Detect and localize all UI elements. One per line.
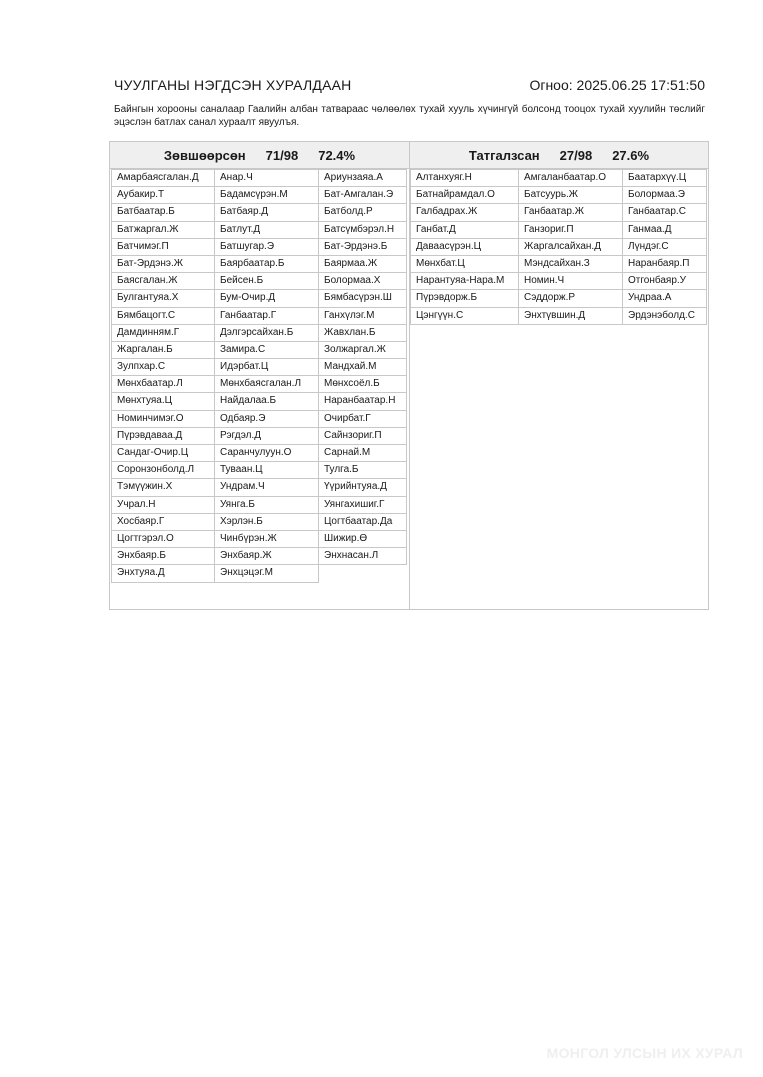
agree-member-cell: Амарбаясгалан.Д xyxy=(111,169,215,187)
agree-member-cell: Уянга.Б xyxy=(214,496,319,514)
agree-member-cell: Батбаатар.Б xyxy=(111,203,215,221)
agree-member-cell: Бат-Эрдэнэ.Ж xyxy=(111,255,215,273)
reject-count: 27/98 xyxy=(559,147,593,163)
agree-member-cell: Учрал.Н xyxy=(111,496,215,514)
agree-member-cell: Чинбүрэн.Ж xyxy=(214,530,319,548)
reject-member-cell: Эрдэнэболд.С xyxy=(622,307,707,325)
agree-member-cell: Саранчулуун.О xyxy=(214,444,319,462)
agree-member-cell: Болормаа.Х xyxy=(318,272,407,290)
agree-names-grid xyxy=(111,169,409,582)
reject-member-cell: Галбадрах.Ж xyxy=(410,203,519,221)
session-title: ЧУУЛГАНЫ НЭГДСЭН ХУРАЛДААН xyxy=(114,77,352,93)
agree-percent: 72.4% xyxy=(318,147,356,163)
agree-member-cell: Сарнай.М xyxy=(318,444,407,462)
agree-member-cell: Аубакир.Т xyxy=(111,186,215,204)
agree-member-cell: Ариунзаяа.А xyxy=(318,169,407,187)
reject-member-cell: Даваасүрэн.Ц xyxy=(410,238,519,256)
agree-member-cell: Бямбасүрэн.Ш xyxy=(318,289,407,307)
agree-member-cell: Одбаяр.Э xyxy=(214,410,319,428)
watermark-text: МОНГОЛ УЛСЫН ИХ ХУРАЛ xyxy=(546,1045,743,1061)
reject-label: Татгалзсан xyxy=(468,147,540,163)
reject-member-cell: Ганбаатар.С xyxy=(622,203,707,221)
agree-member-cell: Мөнхбаатар.Л xyxy=(111,375,215,393)
agree-member-cell: Ганхүлэг.М xyxy=(318,307,407,325)
reject-member-cell: Пүрэвдорж.Б xyxy=(410,289,519,307)
agree-member-cell: Пүрэвдаваа.Д xyxy=(111,427,215,445)
agree-member-cell: Анар.Ч xyxy=(214,169,319,187)
agree-member-cell: Зулпхар.С xyxy=(111,358,215,376)
agree-member-cell: Номинчимэг.О xyxy=(111,410,215,428)
agree-header xyxy=(110,142,409,169)
agree-member-cell: Очирбат.Г xyxy=(318,410,407,428)
agree-member-cell: Цогтбаатар.Да xyxy=(318,513,407,531)
agree-panel xyxy=(109,141,410,610)
agree-count: 71/98 xyxy=(265,147,299,163)
reject-member-cell: Лүндэг.С xyxy=(622,238,707,256)
reject-panel xyxy=(409,141,709,610)
agree-member-cell: Золжаргал.Ж xyxy=(318,341,407,359)
reject-member-cell: Жаргалсайхан.Д xyxy=(518,238,623,256)
reject-member-cell: Нарантуяа-Нара.М xyxy=(410,272,519,290)
agree-member-cell: Жавхлан.Б xyxy=(318,324,407,342)
reject-percent: 27.6% xyxy=(612,147,650,163)
reject-header xyxy=(410,142,708,169)
agree-member-cell: Энхнасан.Л xyxy=(318,547,407,565)
agree-member-cell: Бат-Амгалан.Э xyxy=(318,186,407,204)
agree-member-cell: Батлут.Д xyxy=(214,221,319,239)
agree-member-cell: Батчимэг.П xyxy=(111,238,215,256)
agree-member-cell: Бейсен.Б xyxy=(214,272,319,290)
agree-member-cell: Мөнхсоёл.Б xyxy=(318,375,407,393)
agree-member-cell: Соронзонболд.Л xyxy=(111,461,215,479)
agree-member-cell: Идэрбат.Ц xyxy=(214,358,319,376)
reject-member-cell: Батнайрамдал.О xyxy=(410,186,519,204)
agree-member-cell: Туваан.Ц xyxy=(214,461,319,479)
agree-member-cell: Дамдинням.Г xyxy=(111,324,215,342)
agree-member-cell: Баясгалан.Ж xyxy=(111,272,215,290)
agree-member-cell: Уянгахишиг.Г xyxy=(318,496,407,514)
reject-member-cell: Баатархүү.Ц xyxy=(622,169,707,187)
reject-member-cell: Энхтүвшин.Д xyxy=(518,307,623,325)
agree-member-cell: Үүрийнтуяа.Д xyxy=(318,478,407,496)
reject-member-cell: Цэнгүүн.С xyxy=(410,307,519,325)
agree-member-cell: Баярбаатар.Б xyxy=(214,255,319,273)
agree-member-cell: Бадамсүрэн.М xyxy=(214,186,319,204)
page-header xyxy=(114,77,705,97)
reject-member-cell: Ганзориг.П xyxy=(518,221,623,239)
agree-member-cell: Цогтгэрэл.О xyxy=(111,530,215,548)
agree-member-cell: Энхбаяр.Б xyxy=(111,547,215,565)
agree-member-cell: Мөнхбаясгалан.Л xyxy=(214,375,319,393)
reject-member-cell: Мэндсайхан.З xyxy=(518,255,623,273)
reject-member-cell: Наранбаяр.П xyxy=(622,255,707,273)
agree-member-cell: Энхбаяр.Ж xyxy=(214,547,319,565)
agree-member-cell: Шижир.Ө xyxy=(318,530,407,548)
reject-member-cell: Сэддорж.Р xyxy=(518,289,623,307)
agree-member-cell: Мөнхтуяа.Ц xyxy=(111,392,215,410)
agree-member-cell: Батсүмбэрэл.Н xyxy=(318,221,407,239)
agree-member-cell: Батбаяр.Д xyxy=(214,203,319,221)
agree-member-cell: Баярмаа.Ж xyxy=(318,255,407,273)
agree-member-cell: Батжаргал.Ж xyxy=(111,221,215,239)
agree-member-cell: Рэгдэл.Д xyxy=(214,427,319,445)
agree-member-cell: Найдалаа.Б xyxy=(214,392,319,410)
agree-member-cell: Бямбацогт.С xyxy=(111,307,215,325)
reject-member-cell: Амгаланбаатар.О xyxy=(518,169,623,187)
vote-date: Огноо: 2025.06.25 17:51:50 xyxy=(529,77,705,93)
agree-member-cell: Батболд.Р xyxy=(318,203,407,221)
agree-member-cell: Хосбаяр.Г xyxy=(111,513,215,531)
agree-label: Зөвшөөрсөн xyxy=(163,147,246,163)
agree-member-cell: Наранбаатар.Н xyxy=(318,392,407,410)
agree-member-cell: Бум-Очир.Д xyxy=(214,289,319,307)
agree-member-cell: Замира.С xyxy=(214,341,319,359)
agree-member-cell: Дэлгэрсайхан.Б xyxy=(214,324,319,342)
reject-member-cell: Батсуурь.Ж xyxy=(518,186,623,204)
reject-member-cell: Алтанхуяг.Н xyxy=(410,169,519,187)
agree-member-cell: Энхтуяа.Д xyxy=(111,564,215,582)
agree-member-cell: Энхцэцэг.М xyxy=(214,564,319,582)
reject-member-cell: Мөнхбат.Ц xyxy=(410,255,519,273)
agree-member-cell: Тэмүүжин.Х xyxy=(111,478,215,496)
reject-member-cell: Болормаа.Э xyxy=(622,186,707,204)
reject-member-cell: Ганбат.Д xyxy=(410,221,519,239)
agree-member-cell: Тулга.Б xyxy=(318,461,407,479)
agree-member-cell: Бат-Эрдэнэ.Б xyxy=(318,238,407,256)
agree-member-cell: Ундрам.Ч xyxy=(214,478,319,496)
agree-member-cell: Жаргалан.Б xyxy=(111,341,215,359)
agree-member-cell: Батшугар.Э xyxy=(214,238,319,256)
agree-member-cell: Хэрлэн.Б xyxy=(214,513,319,531)
reject-member-cell: Ундраа.А xyxy=(622,289,707,307)
reject-member-cell: Отгонбаяр.У xyxy=(622,272,707,290)
reject-member-cell: Номин.Ч xyxy=(518,272,623,290)
agree-member-cell: Сайнзориг.П xyxy=(318,427,407,445)
reject-member-cell: Ганбаатар.Ж xyxy=(518,203,623,221)
reject-names-grid xyxy=(410,169,708,324)
reject-member-cell: Ганмаа.Д xyxy=(622,221,707,239)
agree-member-cell: Булгантуяа.Х xyxy=(111,289,215,307)
vote-description: Байнгын хорооны саналаар Гаалийн албан татвараас чөлөөлөх тухай хууль хүчингүй болсонд тооцох тухай хуулийн төслийг эцэслэн батлах санал хураалт явуулъя. xyxy=(114,104,705,128)
agree-member-cell: Ганбаатар.Г xyxy=(214,307,319,325)
agree-member-cell: Мандхай.М xyxy=(318,358,407,376)
agree-member-cell: Сандаг-Очир.Ц xyxy=(111,444,215,462)
